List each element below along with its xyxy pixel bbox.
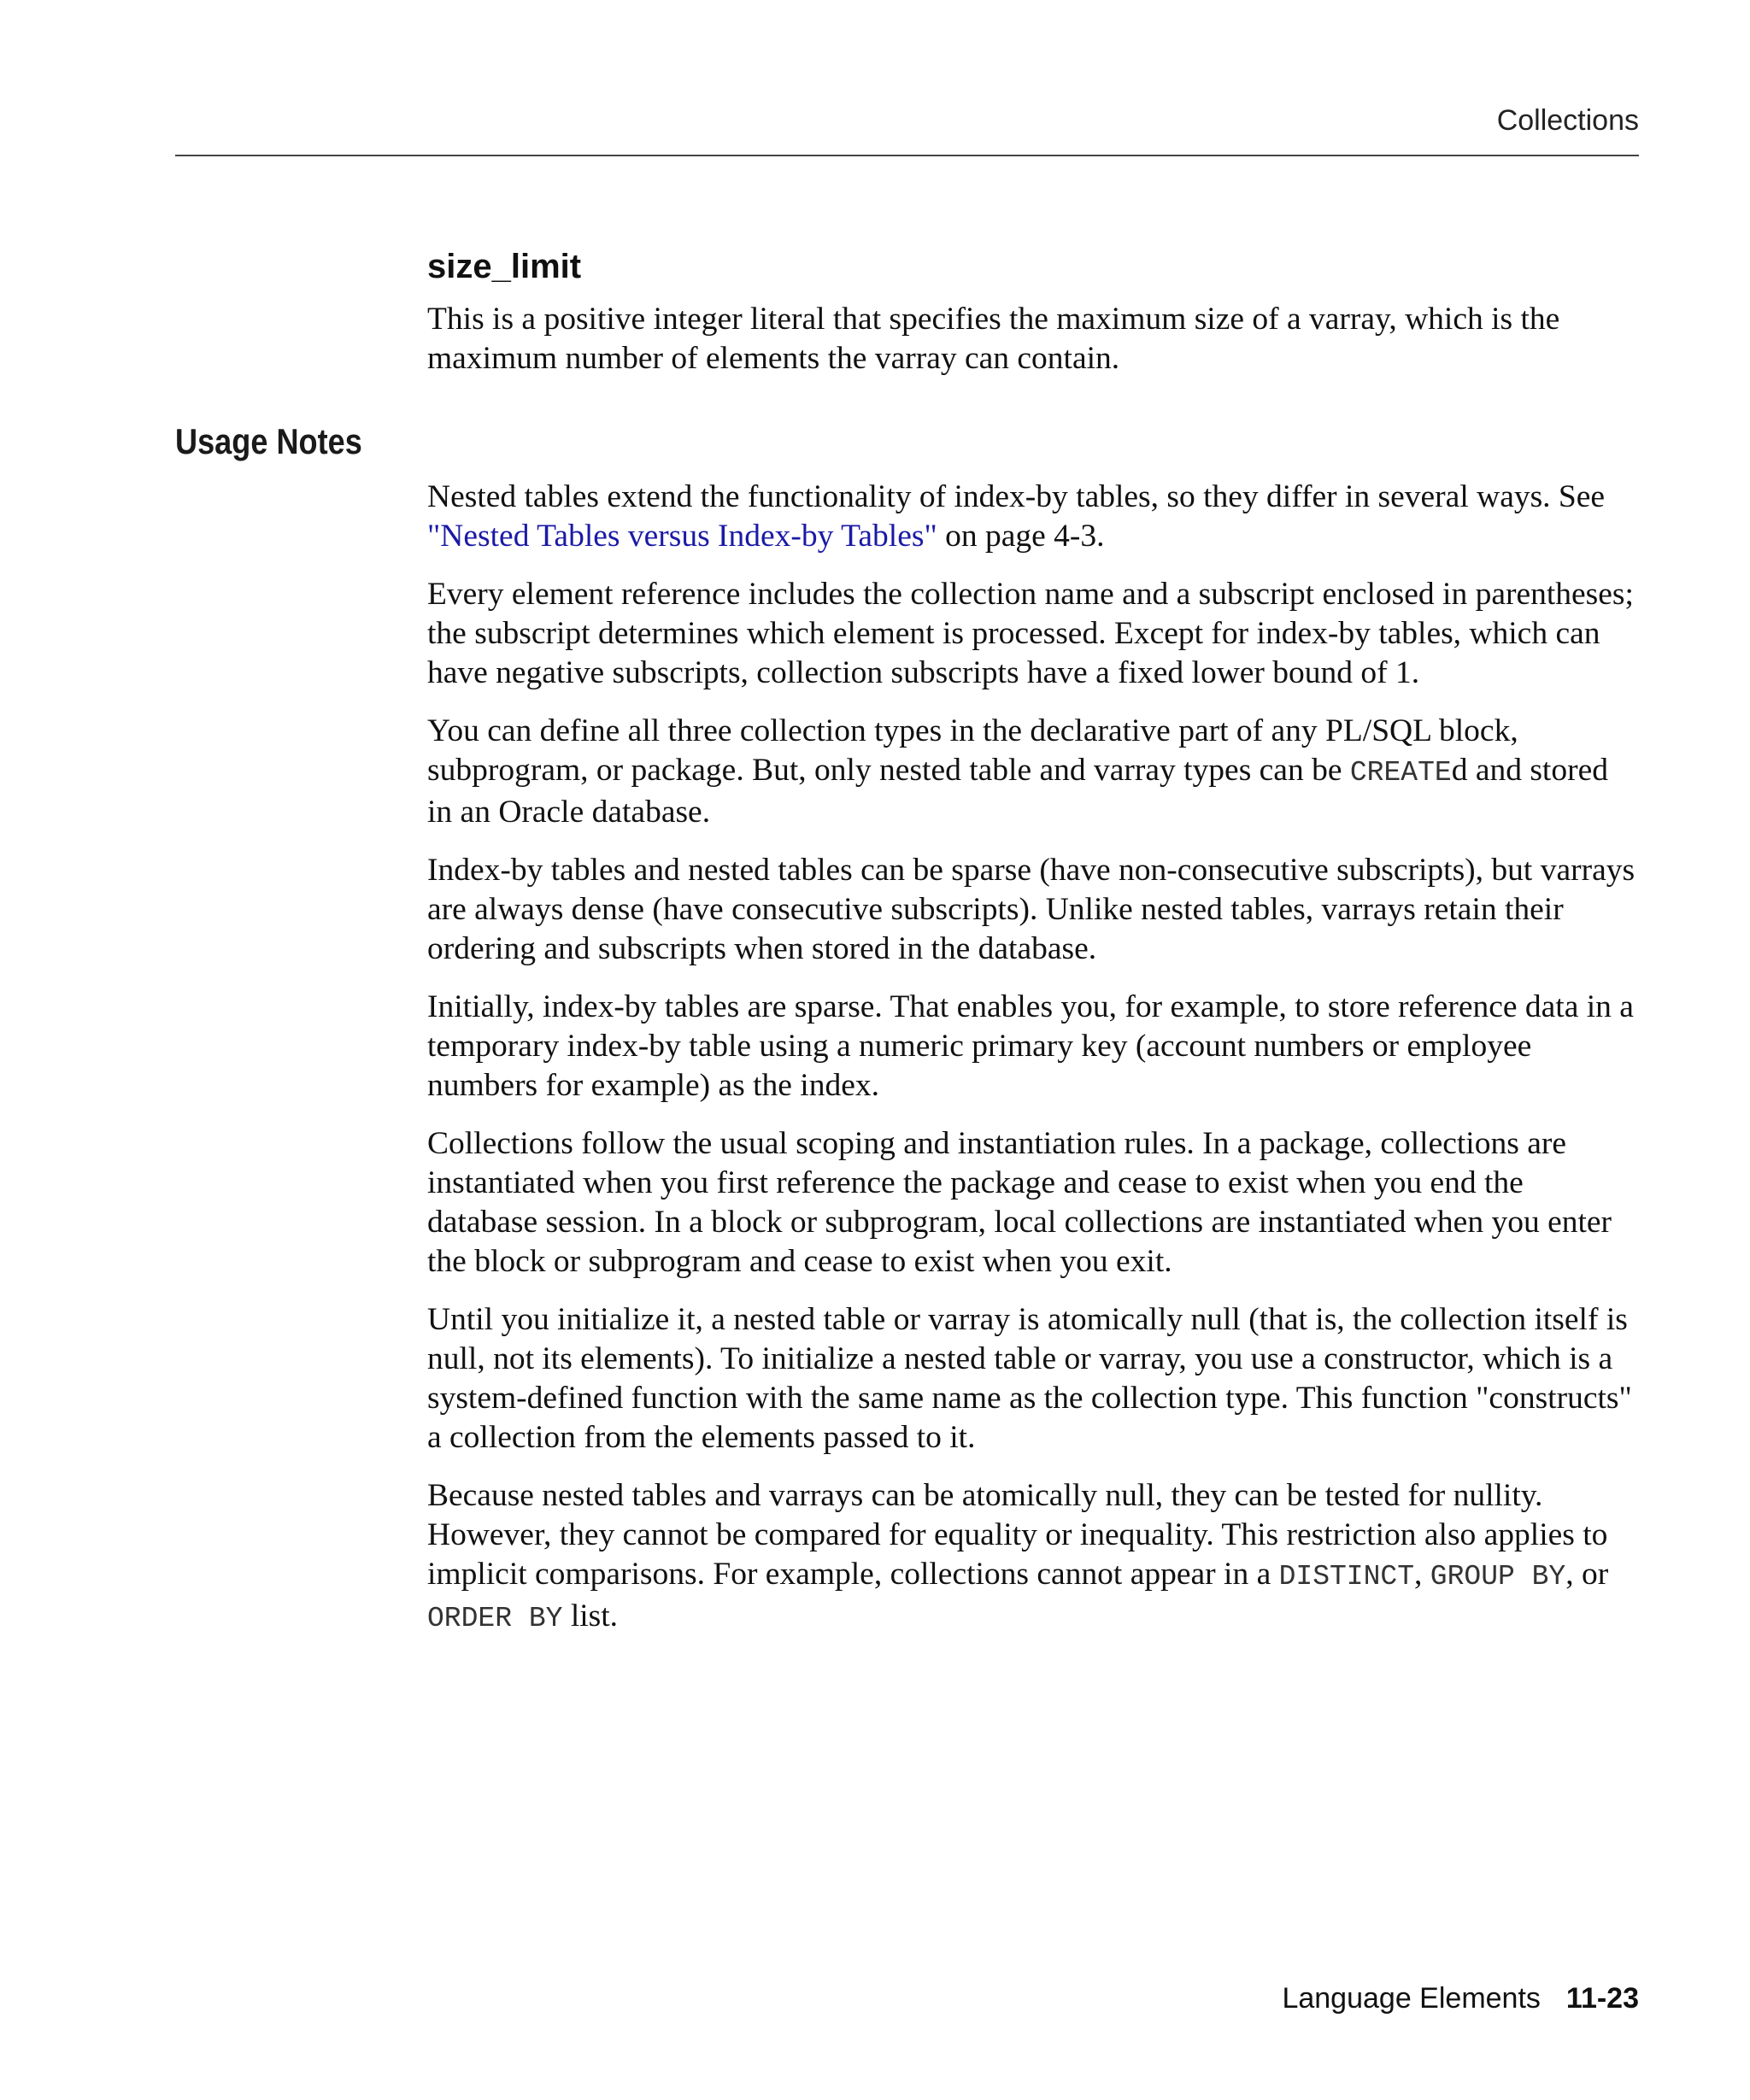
code-keyword: GROUP BY [1430,1561,1566,1593]
paragraph [427,478,1641,556]
term-description: This is a positive integer literal that specifies the maximum size of a varray, which is the maximum number of elements the varray can contain. [427,302,1560,376]
running-header-title: Collections [1496,104,1639,137]
page-number: 11-23 [1565,1982,1639,2015]
usage-notes-body [427,478,1641,1657]
paragraph: Until you initialize it, a nested table or varray is atomically null (that is, the collection itself is null, not its elements). To initialize a nested table or varray, you use a constructor, which is a system-defined function with the same name as the collection type. This function "constructs" a collection from the elements passed to it. [427,1302,1632,1455]
term-description-block [427,300,1641,397]
paragraph-text: Because nested tables and varrays can be atomically null, they can be tested for nullity. However, they cannot be compared for equality or inequality. This restriction also applies to implicit comparisons. For example, collections cannot appear in a [427,1478,1608,1592]
paragraph [427,1476,1641,1639]
term-heading: size_limit [427,248,582,285]
paragraph-text: list. [562,1598,619,1634]
paragraph: Collections follow the usual scoping and instantiation rules. In a package, collections are instantiated when you first reference the package and cease to exist when you end the database session. In a block or subprogram, local collections are instantiated when you enter the block or subprogram and cease to exist when you exit. [427,1126,1612,1279]
paragraph-text: , or [1565,1557,1609,1592]
paragraph: Every element reference includes the collection name and a subscript enclosed in parentheses; the subscript determines which element is processed. Except for index-by tables, which can have negative subscripts, collection subscripts have a fixed lower bound of 1. [427,577,1634,690]
footer-book-title: Language Elements [1282,1982,1541,2015]
paragraph-text: on page 4-3. [937,519,1105,554]
paragraph-text: Nested tables extend the functionality of index-by tables, so they differ in several ways. See [427,479,1606,514]
paragraph-text: , [1414,1557,1430,1592]
paragraph: Initially, index-by tables are sparse. That enables you, for example, to store reference data in a temporary index-by table using a numeric primary key (account numbers or employee numbers for example) as the index. [427,989,1634,1103]
code-keyword: DISTINCT [1278,1561,1415,1593]
paragraph-text: d and stored in an Oracle database. [427,753,1608,830]
section-heading: Usage Notes [175,421,362,461]
header-rule [175,155,1639,156]
code-keyword: CREATE [1349,757,1452,789]
cross-reference-link[interactable]: "Nested Tables versus Index-by Tables" [427,519,937,554]
paragraph-text: You can define all three collection types in the declarative part of any PL/SQL block, subprogram, or package. But, only nested table and varray types can be [427,713,1518,788]
paragraph [427,712,1641,832]
code-keyword: ORDER BY [427,1603,563,1634]
page-footer [1282,1982,1639,2015]
paragraph: Index-by tables and nested tables can be sparse (have non-consecutive subscripts), but varrays are always dense (have consecutive subscripts). Unlike nested tables, varrays retain their ordering and subscripts when stored in the database. [427,853,1635,966]
